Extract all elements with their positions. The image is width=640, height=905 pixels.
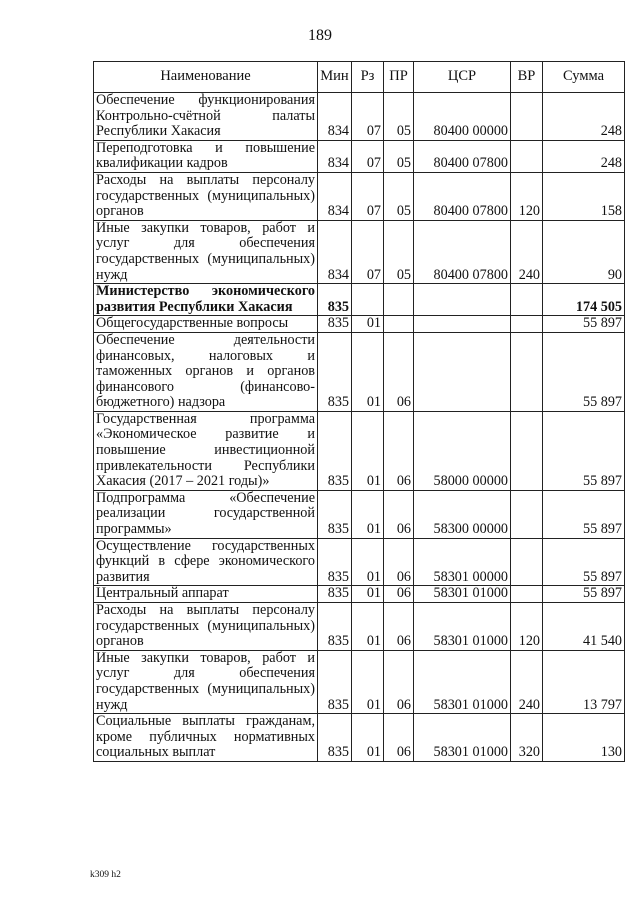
cell-rz: 07 xyxy=(352,140,384,172)
cell-rz: 01 xyxy=(352,538,384,586)
cell-name: Общегосударственные вопросы xyxy=(94,316,318,333)
cell-csr xyxy=(414,316,511,333)
cell-min: 835 xyxy=(318,538,352,586)
cell-name: Обеспечение функционирования Контрольно-счётной палаты Республики Хакасия xyxy=(94,93,318,141)
cell-rz: 07 xyxy=(352,172,384,220)
cell-vr: 120 xyxy=(511,603,543,651)
cell-sum: 130 xyxy=(543,714,625,762)
cell-csr: 58300 00000 xyxy=(414,490,511,538)
table-row xyxy=(94,411,625,490)
cell-pr: 06 xyxy=(384,411,414,490)
cell-csr: 58301 01000 xyxy=(414,586,511,603)
cell-sum: 55 897 xyxy=(543,316,625,333)
cell-vr: 320 xyxy=(511,714,543,762)
table-row xyxy=(94,172,625,220)
cell-min: 835 xyxy=(318,650,352,713)
header-sum: Сумма xyxy=(543,62,625,93)
cell-sum: 55 897 xyxy=(543,490,625,538)
cell-name: Иные закупки товаров, работ и услуг для обеспечения государственных (муниципальных) нужд xyxy=(94,650,318,713)
cell-csr: 58301 00000 xyxy=(414,538,511,586)
cell-rz xyxy=(352,284,384,316)
cell-vr xyxy=(511,586,543,603)
cell-vr xyxy=(511,538,543,586)
cell-name: Центральный аппарат xyxy=(94,586,318,603)
cell-min: 834 xyxy=(318,172,352,220)
cell-csr: 80400 07800 xyxy=(414,172,511,220)
table-row xyxy=(94,490,625,538)
cell-name: Переподготовка и повышение квалификации кадров xyxy=(94,140,318,172)
cell-rz: 01 xyxy=(352,586,384,603)
cell-rz: 01 xyxy=(352,332,384,411)
cell-min: 834 xyxy=(318,140,352,172)
cell-vr: 120 xyxy=(511,172,543,220)
cell-vr xyxy=(511,284,543,316)
cell-sum: 90 xyxy=(543,220,625,283)
cell-pr: 05 xyxy=(384,172,414,220)
cell-pr xyxy=(384,316,414,333)
cell-vr xyxy=(511,140,543,172)
cell-pr: 06 xyxy=(384,332,414,411)
cell-sum: 248 xyxy=(543,140,625,172)
cell-csr xyxy=(414,284,511,316)
cell-vr xyxy=(511,411,543,490)
cell-min: 835 xyxy=(318,603,352,651)
table-row xyxy=(94,714,625,762)
cell-pr: 05 xyxy=(384,140,414,172)
header-name: Наименование xyxy=(94,62,318,93)
cell-name: Расходы на выплаты персоналу государственных (муниципальных) органов xyxy=(94,172,318,220)
cell-csr: 80400 00000 xyxy=(414,93,511,141)
cell-rz: 01 xyxy=(352,316,384,333)
cell-vr: 240 xyxy=(511,220,543,283)
cell-name: Государственная программа «Экономическое развитие и повышение инвестиционной привлекательности Республики Хакасия (2017 – 2021 годы)» xyxy=(94,411,318,490)
table-row xyxy=(94,140,625,172)
header-vr: ВР xyxy=(511,62,543,93)
cell-rz: 01 xyxy=(352,714,384,762)
table-row xyxy=(94,284,625,316)
cell-min: 835 xyxy=(318,411,352,490)
table-row xyxy=(94,332,625,411)
cell-name: Осуществление государственных функций в сфере экономического развития xyxy=(94,538,318,586)
table-row xyxy=(94,586,625,603)
cell-name: Иные закупки товаров, работ и услуг для обеспечения государственных (муниципальных) нужд xyxy=(94,220,318,283)
cell-name: Социальные выплаты гражданам, кроме публичных нормативных социальных выплат xyxy=(94,714,318,762)
cell-min: 835 xyxy=(318,490,352,538)
page-number: 189 xyxy=(308,27,332,44)
cell-sum: 158 xyxy=(543,172,625,220)
cell-name: Министерство экономического развития Республики Хакасия xyxy=(94,284,318,316)
header-pr: ПР xyxy=(384,62,414,93)
cell-min: 835 xyxy=(318,316,352,333)
header-min: Мин xyxy=(318,62,352,93)
cell-csr: 58000 00000 xyxy=(414,411,511,490)
cell-sum: 248 xyxy=(543,93,625,141)
cell-pr: 05 xyxy=(384,93,414,141)
cell-sum: 13 797 xyxy=(543,650,625,713)
table-row xyxy=(94,650,625,713)
table-row xyxy=(94,316,625,333)
cell-csr: 58301 01000 xyxy=(414,650,511,713)
table-row xyxy=(94,538,625,586)
cell-rz: 07 xyxy=(352,220,384,283)
cell-name: Обеспечение деятельности финансовых, налоговых и таможенных органов и органов финансового (финансово-бюджетного) надзора xyxy=(94,332,318,411)
cell-sum: 55 897 xyxy=(543,586,625,603)
cell-min: 835 xyxy=(318,284,352,316)
cell-csr: 80400 07800 xyxy=(414,220,511,283)
cell-pr: 05 xyxy=(384,220,414,283)
cell-min: 835 xyxy=(318,332,352,411)
cell-sum: 55 897 xyxy=(543,538,625,586)
cell-pr: 06 xyxy=(384,586,414,603)
cell-rz: 01 xyxy=(352,603,384,651)
cell-csr xyxy=(414,332,511,411)
table-row xyxy=(94,93,625,141)
cell-csr: 58301 01000 xyxy=(414,603,511,651)
cell-min: 834 xyxy=(318,93,352,141)
table-row xyxy=(94,603,625,651)
cell-vr: 240 xyxy=(511,650,543,713)
cell-min: 835 xyxy=(318,714,352,762)
budget-table xyxy=(93,61,625,762)
cell-vr xyxy=(511,490,543,538)
cell-min: 834 xyxy=(318,220,352,283)
cell-name: Подпрограмма «Обеспечение реализации государственной программы» xyxy=(94,490,318,538)
table-body xyxy=(94,93,625,762)
cell-pr: 06 xyxy=(384,603,414,651)
cell-vr xyxy=(511,316,543,333)
cell-min: 835 xyxy=(318,586,352,603)
cell-vr xyxy=(511,332,543,411)
cell-rz: 01 xyxy=(352,411,384,490)
footer-code: k309 h2 xyxy=(90,870,121,880)
cell-csr: 58301 01000 xyxy=(414,714,511,762)
cell-pr xyxy=(384,284,414,316)
cell-rz: 07 xyxy=(352,93,384,141)
cell-pr: 06 xyxy=(384,650,414,713)
cell-csr: 80400 07800 xyxy=(414,140,511,172)
header-row xyxy=(94,62,625,93)
header-csr: ЦСР xyxy=(414,62,511,93)
cell-sum: 41 540 xyxy=(543,603,625,651)
cell-pr: 06 xyxy=(384,538,414,586)
header-rz: Рз xyxy=(352,62,384,93)
cell-name: Расходы на выплаты персоналу государственных (муниципальных) органов xyxy=(94,603,318,651)
cell-sum: 55 897 xyxy=(543,332,625,411)
cell-rz: 01 xyxy=(352,490,384,538)
cell-rz: 01 xyxy=(352,650,384,713)
cell-sum: 174 505 xyxy=(543,284,625,316)
cell-sum: 55 897 xyxy=(543,411,625,490)
cell-pr: 06 xyxy=(384,714,414,762)
cell-vr xyxy=(511,93,543,141)
table-row xyxy=(94,220,625,283)
cell-pr: 06 xyxy=(384,490,414,538)
